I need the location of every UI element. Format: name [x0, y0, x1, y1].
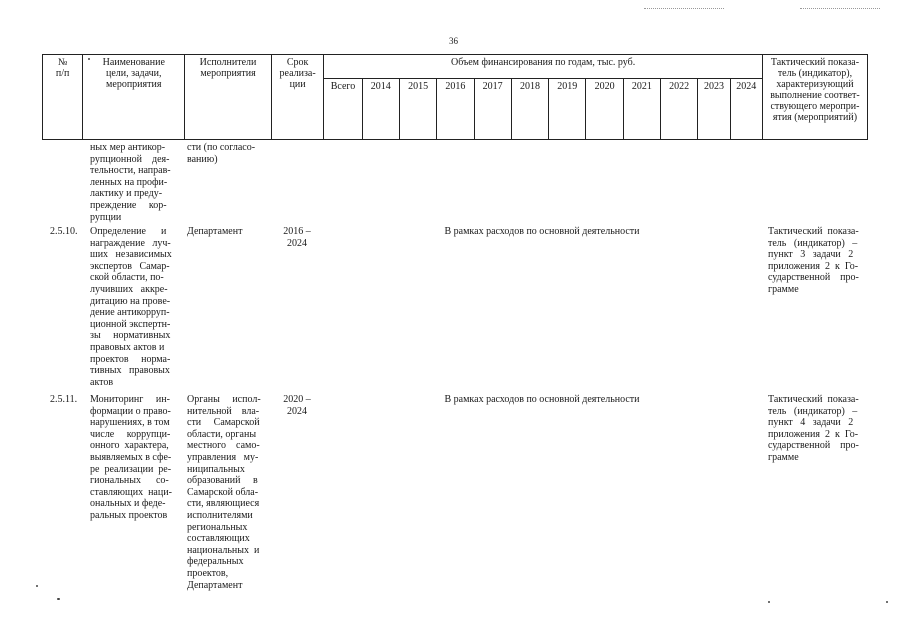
header-term: Срок реализа- ции — [271, 55, 323, 140]
row-2-5-10-executors: Департамент — [187, 226, 243, 237]
row-2-5-11-name: Мониторинг ин- формации о право- нарушениях, в том числе коррупци- онного характера, выявляемых в сфе- ре реализации ре- гиональных со- ставляющих наци- ональных и феде- ральных проектов — [90, 394, 172, 521]
header-year: 2024 — [730, 79, 762, 140]
header-indicator: Тактический показа- тель (индикатор), характеризующий выполнение соответ- ствующего меропри- ятия (мероприятий) — [762, 55, 867, 140]
row-2-5-11-funding: В рамках расходов по основной деятельности — [444, 394, 640, 405]
scan-speck — [36, 585, 38, 587]
scan-speck — [57, 598, 60, 600]
header-year: 2023 — [698, 79, 730, 140]
scan-artifact-line — [644, 8, 724, 9]
page-number: 36 — [449, 36, 458, 46]
row-2-5-10-funding: В рамках расходов по основной деятельности — [444, 226, 640, 237]
scan-speck — [886, 601, 888, 603]
scan-speck — [768, 601, 770, 603]
row-2-5-11-num: 2.5.11. — [50, 394, 78, 405]
header-table — [42, 54, 868, 140]
scan-artifact-line — [800, 8, 880, 9]
header-executors: Исполнители мероприятия — [185, 55, 272, 140]
header-funding: Объем финансирования по годам, тыс. руб. — [324, 55, 763, 79]
header-year: 2017 — [474, 79, 511, 140]
row-2-5-10-term: 2016 – 2024 — [283, 226, 311, 249]
header-year: 2016 — [437, 79, 474, 140]
header-year: 2019 — [549, 79, 586, 140]
row-cont-executors: сти (по согласо- ванию) — [187, 142, 256, 165]
header-year: 2014 — [362, 79, 399, 140]
header-year: 2020 — [586, 79, 623, 140]
header-total: Всего — [324, 79, 362, 140]
header-year: 2022 — [661, 79, 698, 140]
header-year: 2018 — [511, 79, 548, 140]
row-2-5-10-num: 2.5.10. — [50, 226, 78, 237]
row-2-5-10-indicator: Тактический показа- тель (индикатор) – пункт 3 задачи 2 приложения 2 к Го- сударственной про- грамме — [768, 226, 859, 295]
row-2-5-11-term: 2020 – 2024 — [283, 394, 311, 417]
header-num: № п/п — [43, 55, 83, 140]
row-2-5-11-indicator: Тактический показа- тель (индикатор) – пункт 4 задачи 2 приложения 2 к Го- сударственной про- грамме — [768, 394, 859, 463]
row-2-5-11-executors: Органы испол- нительной вла- сти Самарской области, органы местного само- управления му- ниципальных образований в Самарской обла- сти, являющиеся исполнителями региональных составляющих национальных и федеральных проектов, Департамент — [187, 394, 261, 591]
header-year: 2021 — [623, 79, 660, 140]
row-2-5-10-name: Определение и награждение луч- ших независимых экспертов Самар- ской области, по- лучивших аккре- дитацию на прове- дение антикорруп- ционной экспертн- зы нормативных правовых актов и проектов норма- тивных правовых актов — [90, 226, 172, 388]
row-cont-name: ных мер антикор- рупционной дея- тельности, направ- ленных на профи- лактику и преду- преждение кор- рупции — [90, 142, 171, 223]
header-name: Наименование цели, задачи, мероприятия — [83, 55, 185, 140]
header-year: 2015 — [399, 79, 436, 140]
